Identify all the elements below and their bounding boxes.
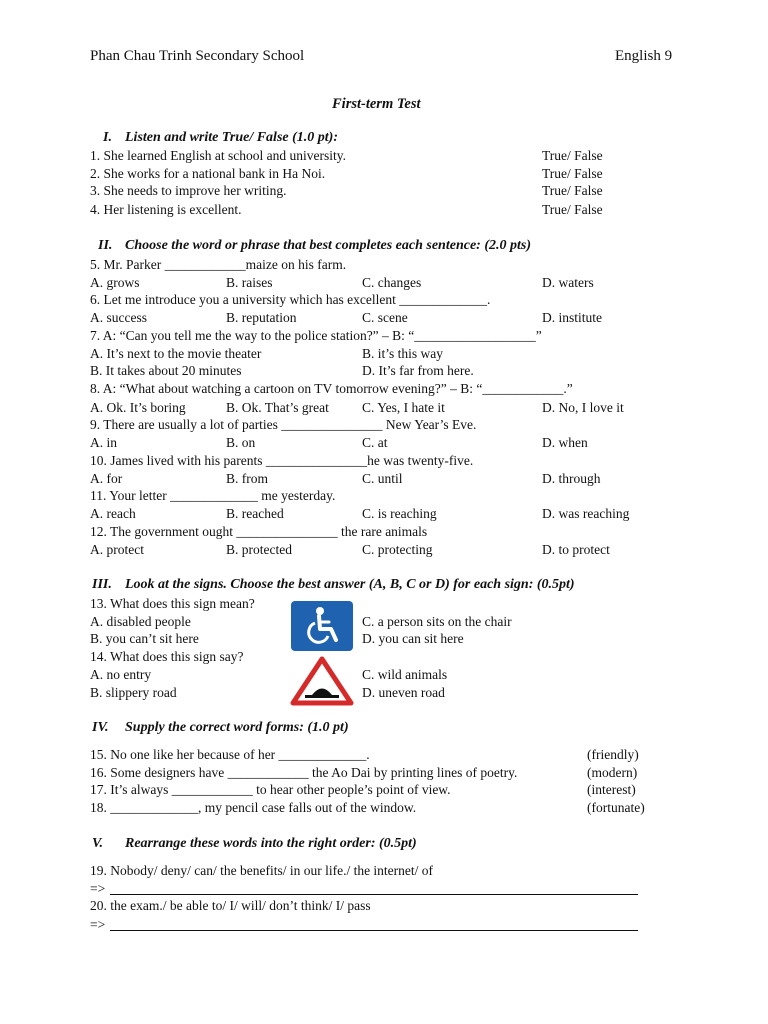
q11-question: 11. Your letter _____________ me yesterday. bbox=[90, 488, 336, 503]
q7-option-a: A. It’s next to the movie theater bbox=[90, 346, 262, 361]
q8-option-d: D. No, I love it bbox=[542, 400, 624, 415]
section-1-heading: Listen and write True/ False (1.0 pt): bbox=[125, 130, 338, 145]
q6-option-c: C. scene bbox=[362, 310, 408, 325]
uneven-road-sign-icon bbox=[290, 656, 354, 706]
wheelchair-sign-icon bbox=[290, 600, 354, 652]
q17-text: 17. It’s always ____________ to hear other people’s point of view. bbox=[90, 782, 451, 797]
q20-words: 20. the exam./ be able to/ I/ will/ don’t think/ I/ pass bbox=[90, 898, 371, 913]
q6-option-a: A. success bbox=[90, 310, 147, 325]
q13-option-d: D. you can sit here bbox=[362, 631, 464, 646]
q7-question: 7. A: “Can you tell me the way to the police station?” – B: “__________________” bbox=[90, 328, 542, 343]
q7-option-d: D. It’s far from here. bbox=[362, 363, 474, 378]
q11-option-b: B. reached bbox=[226, 506, 284, 521]
page-title: First-term Test bbox=[332, 96, 421, 112]
q1-text: 1. She learned English at school and university. bbox=[90, 148, 346, 163]
q18-text: 18. _____________, my pencil case falls out of the window. bbox=[90, 800, 417, 815]
q10-option-c: C. until bbox=[362, 471, 403, 486]
q4-text: 4. Her listening is excellent. bbox=[90, 202, 242, 217]
q11-option-a: A. reach bbox=[90, 506, 136, 521]
section-5-number: V. bbox=[92, 836, 104, 851]
q14-option-a: A. no entry bbox=[90, 667, 152, 682]
q13-question: 13. What does this sign mean? bbox=[90, 596, 255, 611]
q5-option-a: A. grows bbox=[90, 275, 140, 290]
q20-answer-line bbox=[110, 930, 638, 931]
q8-question: 8. A: “What about watching a cartoon on TV tomorrow evening?” – B: “____________.” bbox=[90, 381, 573, 396]
q12-question: 12. The government ought _______________ the rare animals bbox=[90, 524, 428, 539]
q15-text: 15. No one like her because of her _____________. bbox=[90, 747, 370, 762]
q7-option-c: B. It takes about 20 minutes bbox=[90, 363, 242, 378]
q19-words: 19. Nobody/ deny/ can/ the benefits/ in our life./ the internet/ of bbox=[90, 863, 434, 878]
q12-option-a: A. protect bbox=[90, 542, 144, 557]
q9-option-c: C. at bbox=[362, 435, 388, 450]
section-3-number: III. bbox=[92, 577, 112, 592]
section-2-number: II. bbox=[98, 238, 113, 253]
q9-option-d: D. when bbox=[542, 435, 588, 450]
section-5-heading: Rearrange these words into the right order: (0.5pt) bbox=[125, 836, 417, 851]
q10-option-b: B. from bbox=[226, 471, 268, 486]
q18-hint: (fortunate) bbox=[587, 800, 645, 815]
q8-option-b: B. Ok. That’s great bbox=[226, 400, 329, 415]
q14-question: 14. What does this sign say? bbox=[90, 649, 244, 664]
q12-option-b: B. protected bbox=[226, 542, 292, 557]
section-4-heading: Supply the correct word forms: (1.0 pt) bbox=[125, 720, 349, 735]
q13-option-b: B. you can’t sit here bbox=[90, 631, 199, 646]
q9-question: 9. There are usually a lot of parties _______________ New Year’s Eve. bbox=[90, 417, 477, 432]
q1-answer: True/ False bbox=[542, 148, 603, 163]
q10-option-d: D. through bbox=[542, 471, 601, 486]
q19-answer-line bbox=[110, 894, 638, 895]
section-4-number: IV. bbox=[92, 720, 109, 735]
q20-arrow: => bbox=[90, 917, 106, 932]
q3-answer: True/ False bbox=[542, 183, 603, 198]
q6-question: 6. Let me introduce you a university which has excellent _____________. bbox=[90, 292, 491, 307]
q8-option-a: A. Ok. It’s boring bbox=[90, 400, 186, 415]
school-name: Phan Chau Trinh Secondary School bbox=[90, 48, 305, 64]
q3-text: 3. She needs to improve her writing. bbox=[90, 183, 287, 198]
section-2-heading: Choose the word or phrase that best completes each sentence: (2.0 pts) bbox=[125, 238, 531, 253]
q13-option-a: A. disabled people bbox=[90, 614, 191, 629]
section-1-number: I. bbox=[103, 130, 112, 145]
q16-hint: (modern) bbox=[587, 765, 638, 780]
q6-option-b: B. reputation bbox=[226, 310, 297, 325]
q2-text: 2. She works for a national bank in Ha Noi. bbox=[90, 166, 326, 181]
q5-option-b: B. raises bbox=[226, 275, 273, 290]
q9-option-a: A. in bbox=[90, 435, 117, 450]
q12-option-d: D. to protect bbox=[542, 542, 610, 557]
q12-option-c: C. protecting bbox=[362, 542, 433, 557]
q9-option-b: B. on bbox=[226, 435, 256, 450]
q10-question: 10. James lived with his parents _______________he was twenty-five. bbox=[90, 453, 474, 468]
subject-name: English 9 bbox=[615, 48, 673, 64]
q16-text: 16. Some designers have ____________ the Ao Dai by printing lines of poetry. bbox=[90, 765, 518, 780]
q13-option-c: C. a person sits on the chair bbox=[362, 614, 512, 629]
q17-hint: (interest) bbox=[587, 782, 636, 797]
q15-hint: (friendly) bbox=[587, 747, 639, 762]
q2-answer: True/ False bbox=[542, 166, 603, 181]
q8-option-c: C. Yes, I hate it bbox=[362, 400, 445, 415]
section-3-heading: Look at the signs. Choose the best answer (A, B, C or D) for each sign: (0.5pt) bbox=[125, 577, 575, 592]
q11-option-d: D. was reaching bbox=[542, 506, 630, 521]
q4-answer: True/ False bbox=[542, 202, 603, 217]
q14-option-b: B. slippery road bbox=[90, 685, 177, 700]
q7-option-b: B. it’s this way bbox=[362, 346, 444, 361]
q10-option-a: A. for bbox=[90, 471, 123, 486]
q19-arrow: => bbox=[90, 881, 106, 896]
q5-option-d: D. waters bbox=[542, 275, 594, 290]
q5-option-c: C. changes bbox=[362, 275, 422, 290]
q6-option-d: D. institute bbox=[542, 310, 602, 325]
q11-option-c: C. is reaching bbox=[362, 506, 437, 521]
q14-option-c: C. wild animals bbox=[362, 667, 448, 682]
q5-question: 5. Mr. Parker ____________maize on his farm. bbox=[90, 257, 347, 272]
q14-option-d: D. uneven road bbox=[362, 685, 445, 700]
